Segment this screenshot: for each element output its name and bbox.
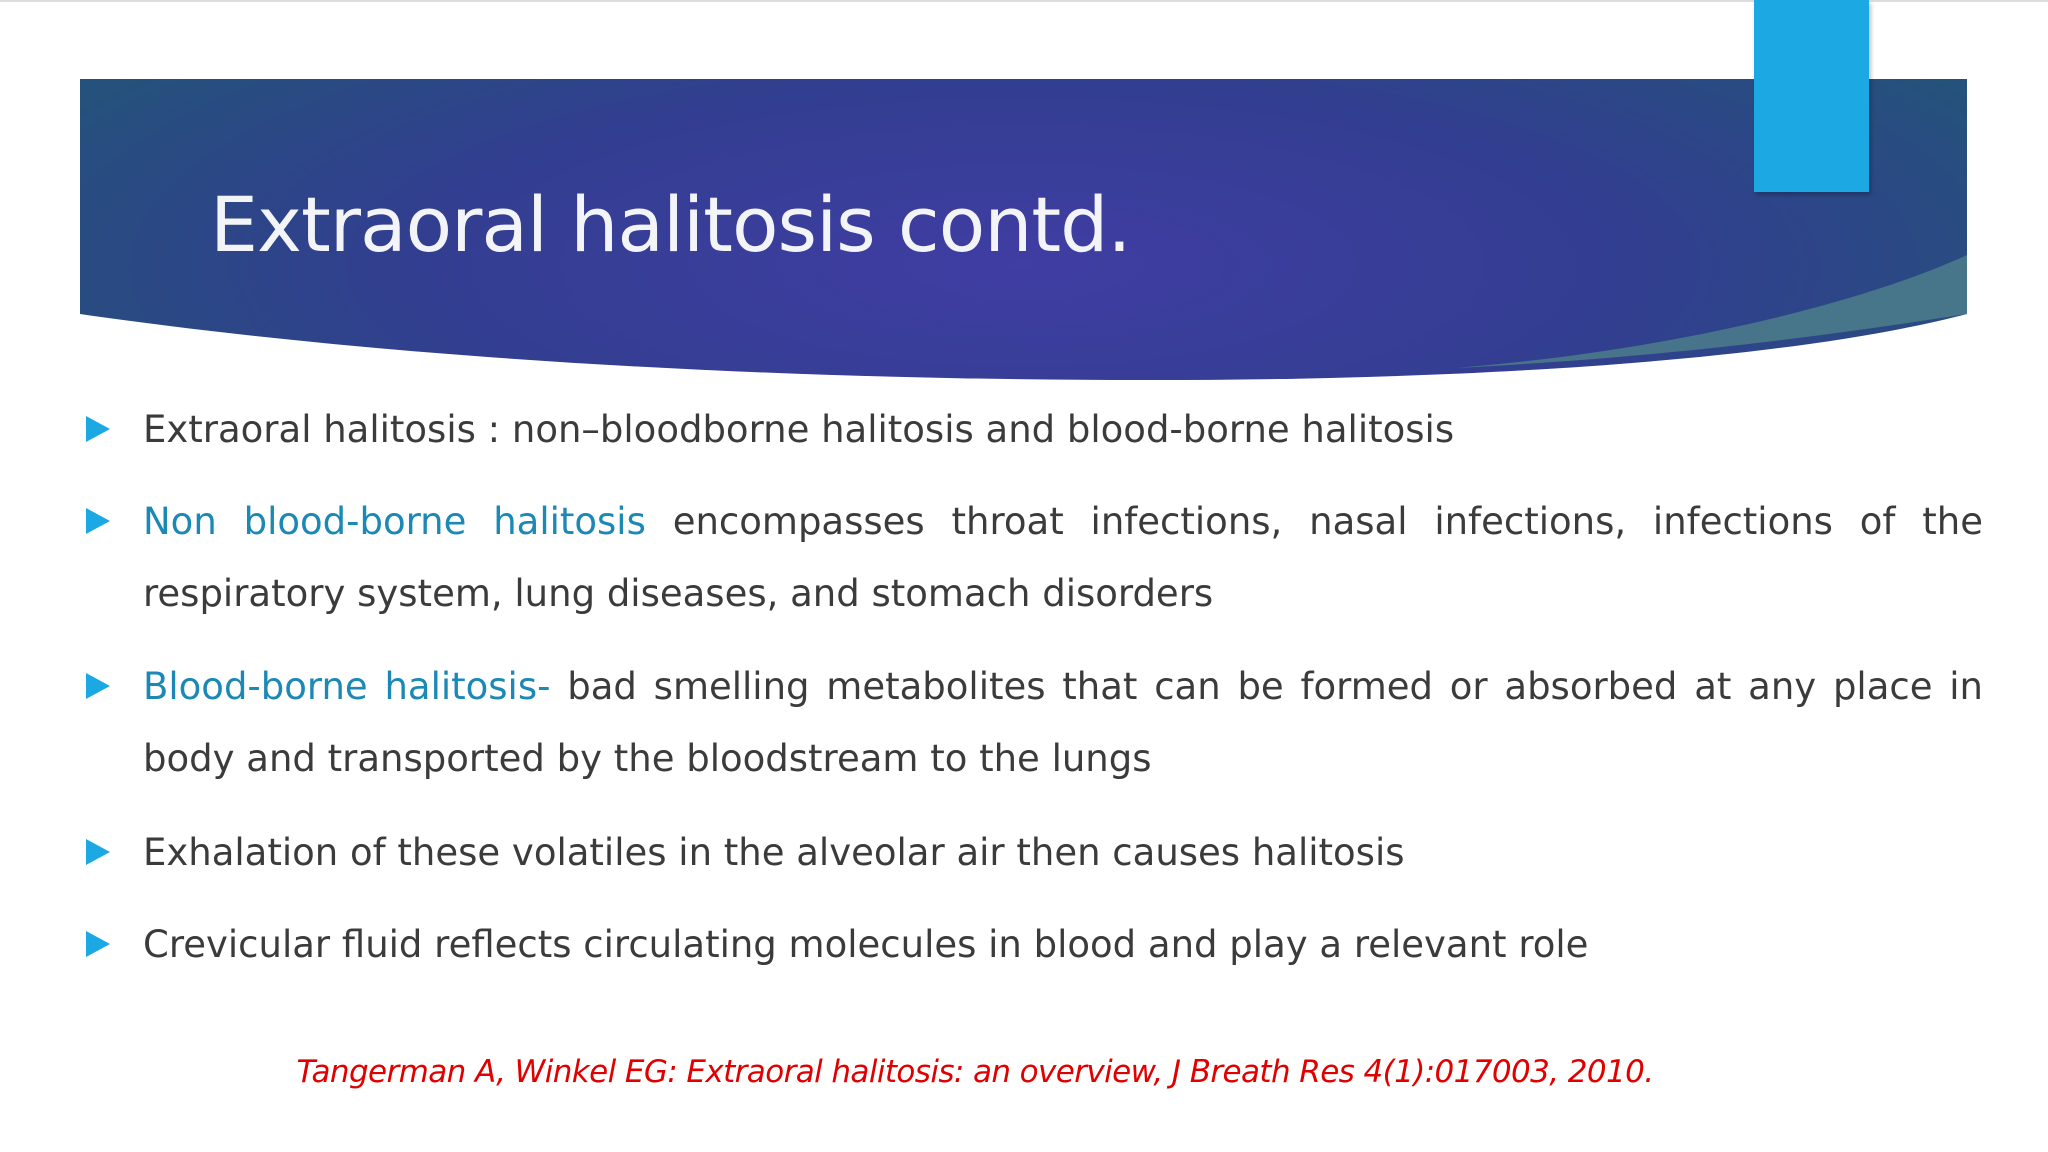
play-triangle-icon <box>86 673 110 699</box>
bullet-text <box>143 486 1983 630</box>
bullet-text <box>143 651 1983 795</box>
bullet-text <box>143 394 2048 466</box>
play-triangle-icon <box>86 931 110 957</box>
bullet-body: Extraoral halitosis : non–bloodborne halitosis and blood-borne halitosis <box>143 408 1455 451</box>
bullet-body: encompasses throat infections, nasal infections, infections of the respiratory system, lung diseases, and stomach disorders <box>143 500 1983 615</box>
bullet-text <box>143 909 2048 981</box>
accent-tab <box>1754 0 1869 192</box>
bullet-highlight: Blood-borne halitosis- <box>143 665 551 708</box>
bullet-highlight: Non blood-borne halitosis <box>143 500 646 543</box>
bullet-body: Exhalation of these volatiles in the alveolar air then causes halitosis <box>143 831 1405 874</box>
play-triangle-icon <box>86 839 110 865</box>
citation: Tangerman A, Winkel EG: Extraoral halitosis: an overview, J Breath Res 4(1):017003, 2010. <box>296 1054 1654 1090</box>
play-triangle-icon <box>86 508 110 534</box>
play-triangle-icon <box>86 416 110 442</box>
bullet-text <box>143 817 2048 889</box>
bullet-body: Crevicular fluid reflects circulating molecules in blood and play a relevant role <box>143 923 1589 966</box>
slide-title: Extraoral halitosis contd. <box>210 180 1131 269</box>
bullet-body: bad smelling metabolites that can be formed or absorbed at any place in body and transported by the bloodstream to the lungs <box>143 665 1983 780</box>
